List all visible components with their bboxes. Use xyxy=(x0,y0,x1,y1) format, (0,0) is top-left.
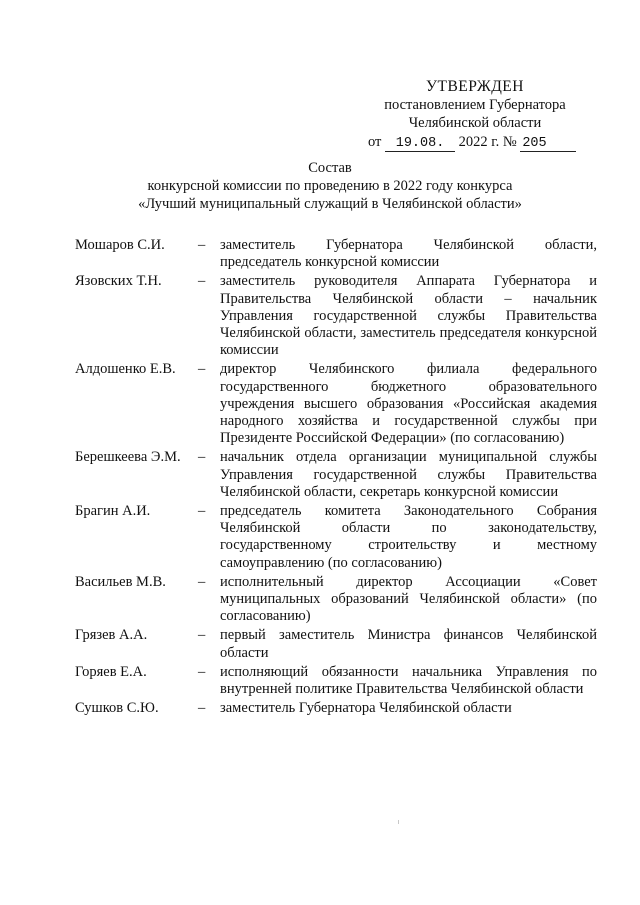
document-title xyxy=(60,159,600,213)
member-name: Брагин А.И. xyxy=(75,503,151,520)
approval-line-1: постановлением Губернатора xyxy=(384,97,566,113)
member-name: Сушков С.Ю. xyxy=(75,700,159,717)
year-number-label: 2022 г. № xyxy=(458,134,517,150)
member-role: начальник отдела организации муниципальной службы Управления государственной службы Правительства Челябинской области, секретарь конкурсной комиссии xyxy=(220,449,597,500)
member-role: заместитель Губернатора Челябинской области xyxy=(220,700,512,717)
member-dash: – xyxy=(198,273,206,290)
title-line-2: конкурсной комиссии по проведению в 2022 году конкурса xyxy=(147,178,513,194)
member-row xyxy=(75,361,597,447)
member-row xyxy=(75,700,597,717)
member-dash: – xyxy=(198,361,206,378)
member-dash: – xyxy=(198,627,206,644)
member-role: исполняющий обязанности начальника Управления по внутренней политике Правительства Челябинской области xyxy=(220,663,597,698)
member-dash: – xyxy=(198,573,206,590)
approval-heading: УТВЕРЖДЕН xyxy=(426,78,524,95)
title-line-3: «Лучший муниципальный служащий в Челябинской области» xyxy=(138,196,522,212)
title-line-1: Состав xyxy=(308,160,352,176)
member-dash: – xyxy=(198,237,206,253)
from-label: от xyxy=(368,134,382,150)
member-row xyxy=(75,273,597,359)
member-dash: – xyxy=(198,503,206,520)
member-name: Берешкеева Э.М. xyxy=(75,449,181,466)
member-name: Мошаров С.И. xyxy=(75,237,165,253)
member-dash: – xyxy=(198,449,206,466)
member-list xyxy=(75,237,597,719)
member-name: Грязев А.А. xyxy=(75,627,148,644)
member-row xyxy=(75,664,597,698)
member-dash: – xyxy=(198,700,206,717)
member-role: директор Челябинского филиала федерального государственного бюджетного образовательного учреждения высшего образования «Российская академия народного хозяйства и государственной службы при Президенте Российской Федерации» (по согласованию) xyxy=(220,361,597,447)
member-role: заместитель руководителя Аппарата Губернатора и Правительства Челябинской области – начальник Управления государственной службы Правительства Челябинской области, заместитель председателя конкурсной комиссии xyxy=(220,273,597,359)
approval-date: 19.08. xyxy=(385,136,455,152)
approval-block xyxy=(360,78,590,152)
member-row xyxy=(75,237,597,271)
approval-number: 205 xyxy=(520,136,576,152)
scan-speck xyxy=(398,820,399,824)
approval-line-2: Челябинской области xyxy=(408,115,542,131)
member-role: председатель комитета Законодательного Собрания Челябинской области по законодательству, государственному строительству и местному самоуправлению (по согласованию) xyxy=(220,503,597,571)
approval-date-line xyxy=(368,133,598,152)
member-row xyxy=(75,503,597,572)
member-role: исполнительный директор Ассоциации «Совет муниципальных образований Челябинской области» (по согласованию) xyxy=(220,573,597,625)
member-name: Горяев Е.А. xyxy=(75,663,147,680)
member-role: первый заместитель Министра финансов Челябинской области xyxy=(220,627,597,661)
member-row xyxy=(75,574,597,626)
member-name: Алдошенко Е.В. xyxy=(75,361,176,378)
member-name: Васильев М.В. xyxy=(75,573,166,590)
member-name: Язовских Т.Н. xyxy=(75,273,162,290)
member-row xyxy=(75,449,597,501)
member-row xyxy=(75,627,597,661)
member-dash: – xyxy=(198,663,206,680)
member-role: заместитель Губернатора Челябинской области, председатель конкурсной комиссии xyxy=(220,237,597,271)
